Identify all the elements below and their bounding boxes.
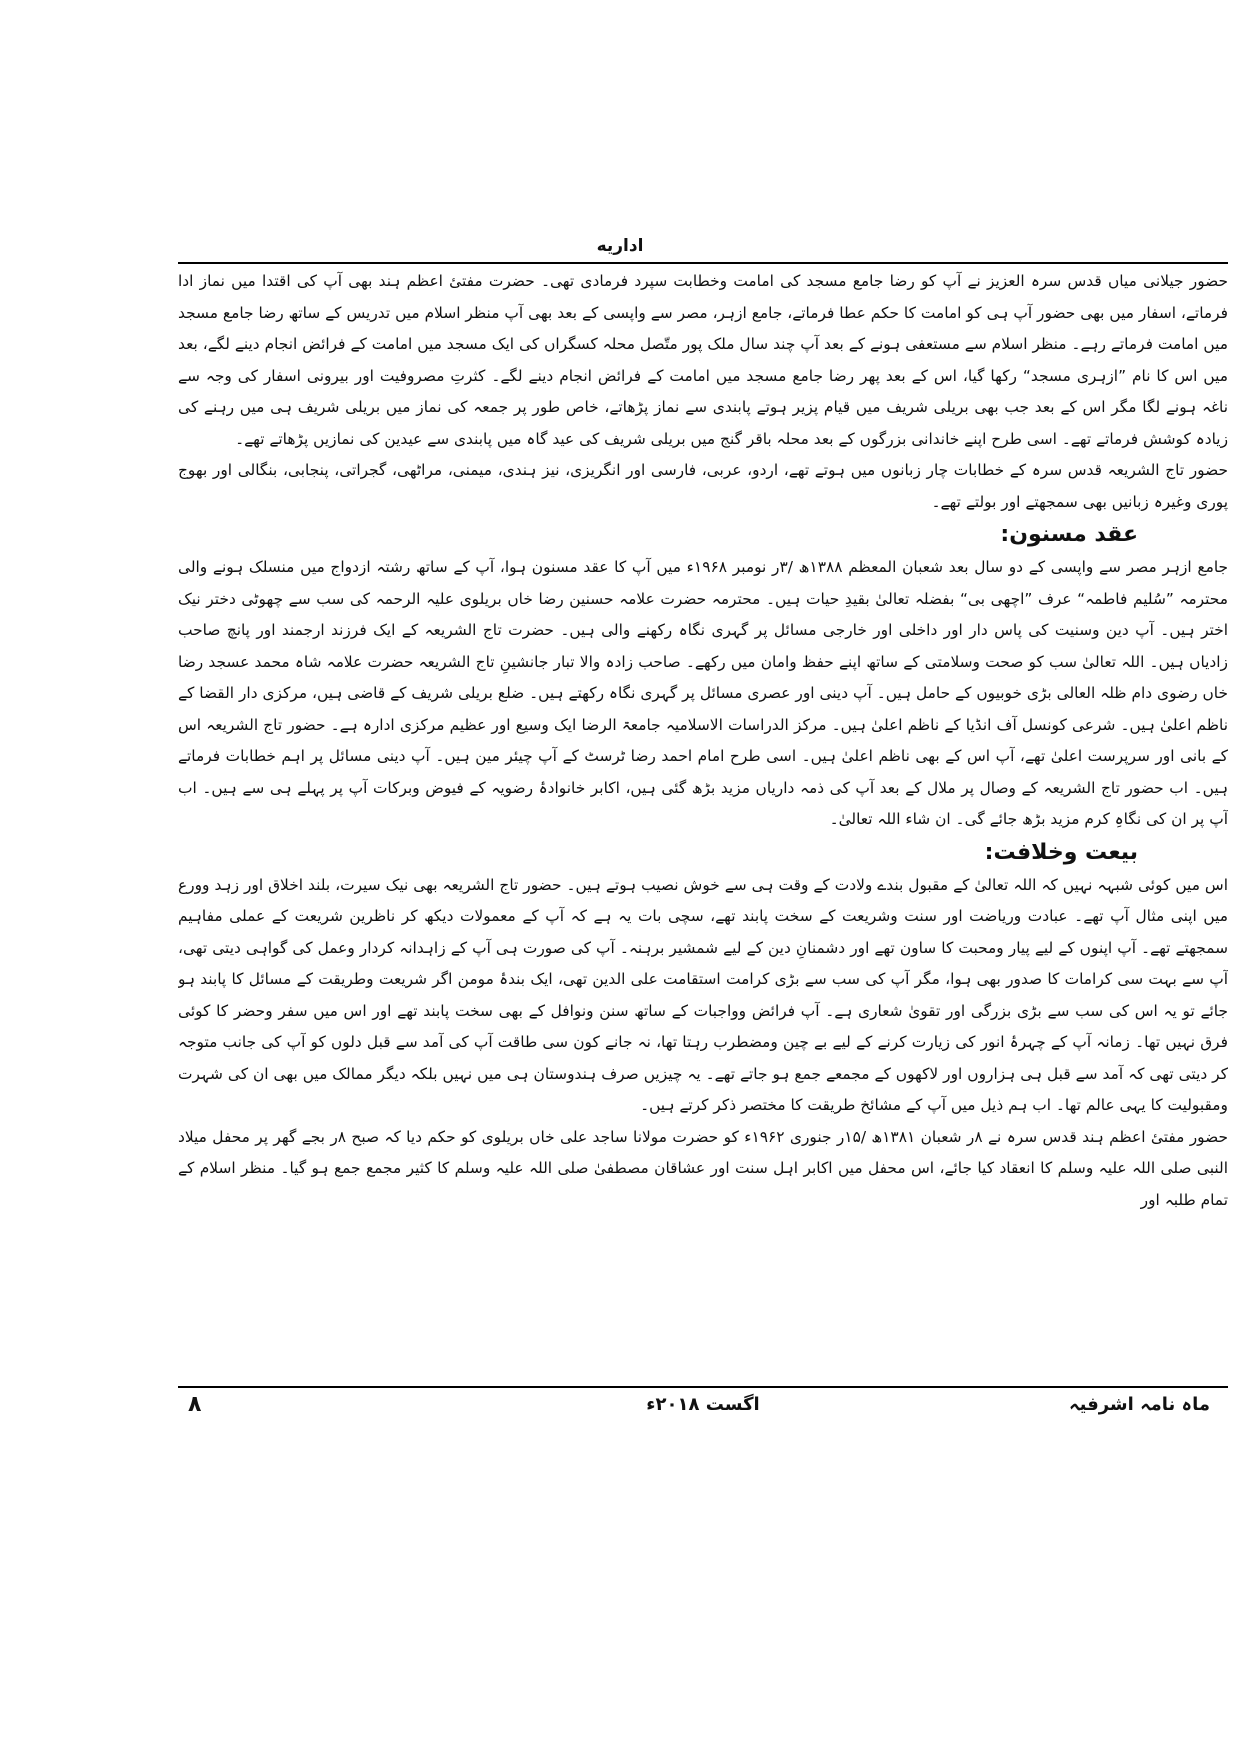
section-heading-bait-khilafat: بیعت وخلافت: (984, 839, 1138, 865)
magazine-name: ماہ نامہ اشرفیہ (1069, 1394, 1210, 1415)
page-header-title: اداریه (596, 236, 644, 256)
article-body (178, 266, 1228, 1376)
footer-rule (178, 1386, 1228, 1388)
issue-date: اگست ۲۰۱۸ء (646, 1394, 760, 1415)
paragraph-languages: حضور تاج الشریعہ قدس سرہ کے خطابات چار زبانوں میں ہوتے تھے، اردو، عربی، فارسی اور انگریزی، نیز ہندی، میمنی، مراٹھی، گجراتی، پنجابی، بنگالی اور بھوج پوری وغیرہ زبانیں بھی سمجھتے اور بولتے تھے۔ (178, 461, 1228, 511)
paragraph-marriage: جامع ازہر مصر سے واپسی کے دو سال بعد شعبان المعظم ۱۳۸۸ھ /۳ر نومبر ۱۹۶۸ء میں آپ کا عقد مسنون ہوا، آپ کے ساتھ رشتہ ازدواج میں منسلک ہونے والی محترمہ ”سُلیم فاطمہ“ عرف ”اچھی بی“ بفضلہ تعالیٰ بقیدِ حیات ہیں۔ محترمہ حضرت علامہ حسنین رضا خاں بریلوی علیہ الرحمہ کی سب سے چھوٹی دختر نیک اختر ہیں۔ آپ دین وسنیت کی پاس دار اور داخلی اور خارجی مسائل پر گہری نگاہ رکھنے والی ہیں۔ حضرت تاج الشریعہ کے ایک فرزند ارجمند اور پانچ صاحب زادیاں ہیں۔ اللہ تعالیٰ سب کو صحت وسلامتی کے ساتھ اپنے حفظ وامان میں رکھے۔ صاحب زادہ والا تبار جانشینِ تاج الشریعہ حضرت علامہ شاہ محمد عسجد رضا خاں رضوی دام ظلہ العالی بڑی خوبیوں کے حامل ہیں۔ آپ دینی اور عصری مسائل پر گہری نگاہ رکھتے ہیں۔ ضلع بریلی شریف کے قاضی ہیں، مرکزی دار القضا کے ناظم اعلیٰ ہیں۔ شرعی کونسل آف انڈیا کے ناظم اعلیٰ ہیں۔ مرکز الدراسات الاسلامیہ جامعۃ الرضا ایک وسیع اور عظیم مرکزی ادارہ ہے۔ حضور تاج الشریعہ اس کے بانی اور سرپرست اعلیٰ تھے، آپ اس کے بھی ناظم اعلیٰ ہیں۔ اسی طرح امام احمد رضا ٹرسٹ کے آپ چیئر مین ہیں۔ آپ دینی مسائل پر اہم خطابات فرماتے ہیں۔ اب حضور تاج الشریعہ کے وصال پر ملال کے بعد آپ کی ذمہ داریاں مزید بڑھ گئی ہیں، اکابر خانوادۂ رضویہ کے فیوض وبرکات آپ پر پہلے ہی سے ہیں۔ اب آپ پر ان کی نگاہِ کرم مزید بڑھ جائے گی۔ ان شاء اللہ تعالیٰ۔ (178, 558, 1228, 828)
section-heading-aqd-masnoon: عقد مسنون: (1000, 522, 1138, 547)
header-rule (178, 262, 1228, 264)
paragraph-bait: اس میں کوئی شبہہ نہیں کہ اللہ تعالیٰ کے مقبول بندے ولادت کے وقت ہی سے خوش نصیب ہوتے ہیں۔ حضور تاج الشریعہ بھی نیک سیرت، بلند اخلاق اور زہد وورع میں اپنی مثال آپ تھے۔ عبادت وریاضت اور سنت وشریعت کے سخت پابند تھے، سچی بات یہ ہے کہ آپ کے معمولات دیکھ کر ناظرین شریعت کے عملی مفاہیم سمجھتے تھے۔ آپ اپنوں کے لیے پیار ومحبت کا ساون تھے اور دشمنانِ دین کے لیے شمشیر برہنہ۔ آپ کی صورت ہی آپ کے زاہدانہ کردار وعمل کی گواہی دیتی تھی، آپ سے بہت سی کرامات کا صدور بھی ہوا، مگر آپ کی سب سے بڑی کرامت استقامت علی الدین تھی، ایک بندۂ مومن اگر شریعت وطریقت کے مسائل کا پابند ہو جائے تو یہ اس کی سب سے بڑی بزرگی اور تقویٰ شعاری ہے۔ آپ فرائض وواجبات کے ساتھ سنن ونوافل کے بھی سخت پابند تھے اور اس میں سفر وحضر کا کوئی فرق نہیں تھا۔ زمانہ آپ کے چہرۂ انور کی زیارت کرنے کے لیے بے چین ومضطرب رہتا تھا، نہ جانے کون سی طاقت آپ کی آمد سے قبل دلوں کو آپ کی جانب متوجہ کر دیتی تھی کہ آمد سے قبل ہی ہزاروں اور لاکھوں کے مجمعے جمع ہو جاتے تھے۔ یہ چیزیں صرف ہندوستان ہی میں نہیں بلکہ دیگر ممالک میں بھی ان کی شہرت ومقبولیت کا یہی عالم تھا۔ اب ہم ذیل میں آپ کے مشائخ طریقت کا مختصر ذکر کرتے ہیں۔ (178, 875, 1228, 1114)
paragraph-mehfil: حضور مفتیٔ اعظم ہند قدس سرہ نے ۸ر شعبان ۱۳۸۱ھ /۱۵ر جنوری ۱۹۶۲ء کو حضرت مولانا ساجد علی خاں بریلوی کو حکم دیا کہ صبح ۸ر بجے گھر پر محفل میلاد النبی صلی اللہ علیہ وسلم کا انعقاد کیا جائے، اس محفل میں اکابر اہل سنت اور عشاقان مصطفیٰ صلی اللہ علیہ وسلم کا کثیر مجمع جمع ہو گیا۔ منظر اسلام کے تمام طلبہ اور (178, 1127, 1228, 1209)
page-number: ۸ (188, 1392, 202, 1417)
paragraph-imamat: حضور جیلانی میاں قدس سرہ العزیز نے آپ کو رضا جامع مسجد کی امامت وخطابت سپرد فرمادی تھی۔ حضرت مفتیٔ اعظم ہند بھی آپ کی اقتدا میں نماز ادا فرماتے، اسفار میں بھی حضور آپ ہی کو امامت کا حکم عطا فرماتے، جامع ازہر، مصر سے واپسی کے بعد بھی آپ منظر اسلام میں تدریس کے ساتھ رضا جامع مسجد میں امامت فرماتے رہے۔ منظر اسلام سے مستعفی ہونے کے بعد آپ چند سال ملک پور متّصل محلہ کسگراں کی ایک مسجد میں امامت کے فرائض انجام دینے لگے، بعد میں اس کا نام ”ازہری مسجد“ رکھا گیا، اس کے بعد پھر رضا جامع مسجد میں امامت کے فرائض انجام دینے لگے۔ کثرتِ مصروفیت اور بیرونی اسفار کی وجہ سے ناغہ ہونے لگا مگر اس کے بعد جب بھی بریلی شریف میں قیام پزیر ہوتے پابندی سے نماز پڑھاتے، خاص طور پر جمعہ کی نماز میں بریلی شریف ہی میں رہنے کی زیادہ کوشش فرماتے تھے۔ اسی طرح اپنے خاندانی بزرگوں کے بعد محلہ باقر گنج میں بریلی شریف کی عید گاہ میں پابندی سے عیدین کی نمازیں پڑھاتے تھے۔ (178, 272, 1228, 448)
page-footer (178, 1392, 1228, 1432)
